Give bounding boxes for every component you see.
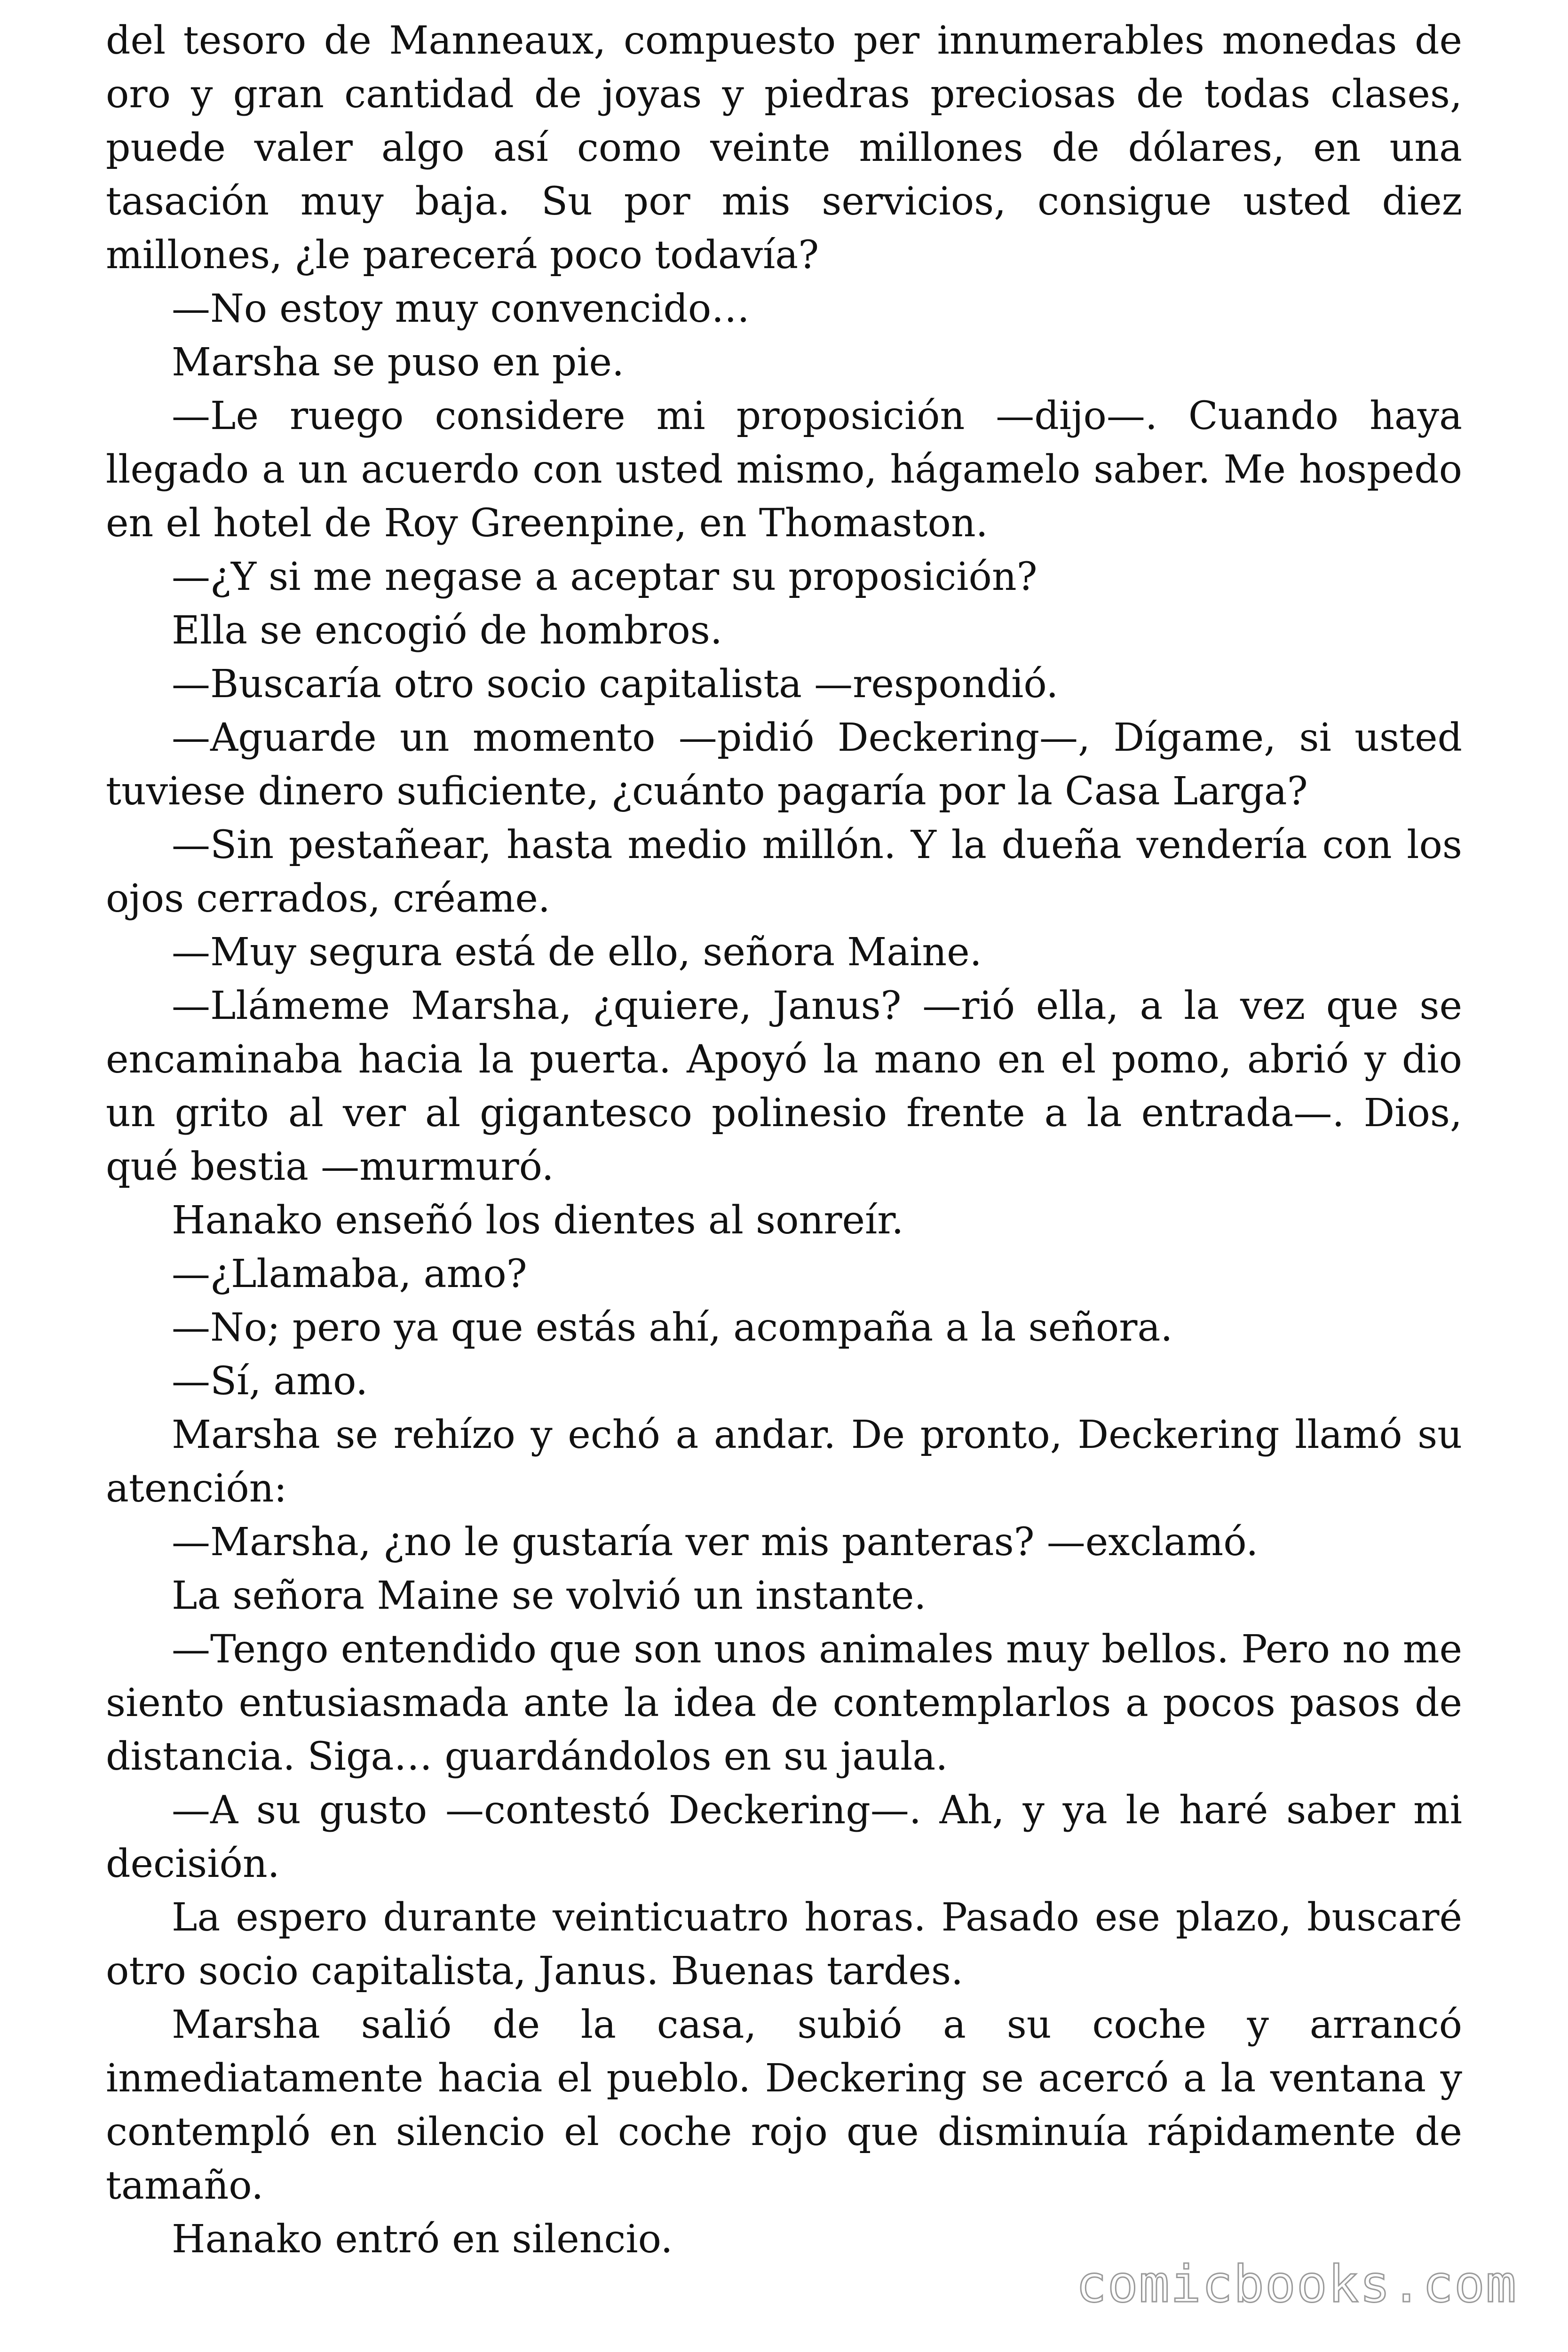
paragraph: —Tengo entendido que son unos animales muy bellos. Pero no me siento entusiasmada ante la idea de contemplarlos a pocos pasos de distancia. Siga… guardándolos en su jaula. <box>106 1627 1462 1779</box>
paragraph: Marsha se rehízo y echó a andar. De pronto, Deckering llamó su atención: <box>106 1413 1462 1511</box>
paragraph: —¿Llamaba, amo? <box>172 1252 527 1296</box>
paragraph: Hanako enseñó los dientes al sonreír. <box>172 1198 904 1243</box>
book-page <box>106 14 1462 2266</box>
paragraph: Hanako entró en silencio. <box>172 2217 673 2262</box>
paragraph: —No estoy muy convencido… <box>172 286 750 331</box>
paragraph: —Buscaría otro socio capitalista —respondió. <box>172 662 1059 707</box>
paragraph: —Marsha, ¿no le gustaría ver mis panteras? —exclamó. <box>172 1520 1259 1565</box>
paragraph: Marsha se puso en pie. <box>172 340 625 385</box>
paragraph: —Sí, amo. <box>172 1359 368 1404</box>
paragraph: —No; pero ya que estás ahí, acompaña a la señora. <box>172 1305 1173 1350</box>
watermark: comicbooks.com <box>1076 2255 1517 2314</box>
paragraph: —A su gusto —contestó Deckering—. Ah, y ya le haré saber mi decisión. <box>106 1788 1462 1886</box>
paragraph: —Muy segura está de ello, señora Maine. <box>172 930 982 975</box>
paragraph: —Aguarde un momento —pidió Deckering—, Dígame, si usted tuviese dinero suficiente, ¿cuánto pagaría por la Casa Larga? <box>106 715 1462 814</box>
paragraph-continuation: del tesoro de Manneaux, compuesto per innumerables monedas de oro y gran cantidad de joyas y piedras preciosas de todas clases, puede valer algo así como veinte millones de dólares, en una tasación muy baja. Su por mis servicios, consigue usted diez millones, ¿le parecerá poco todavía? <box>106 18 1462 278</box>
paragraph: Marsha salió de la casa, subió a su coche y arrancó inmediatamente hacia el pueblo. Deckering se acercó a la ventana y contempló en silencio el coche rojo que disminuía rápidamente de tamaño. <box>106 2002 1462 2208</box>
paragraph: —Le ruego considere mi proposición —dijo—. Cuando haya llegado a un acuerdo con usted mismo, hágamelo saber. Me hospedo en el hotel de Roy Greenpine, en Thomaston. <box>106 394 1462 546</box>
paragraph: —¿Y si me negase a aceptar su proposición? <box>172 555 1037 599</box>
paragraph: —Llámeme Marsha, ¿quiere, Janus? —rió ella, a la vez que se encaminaba hacia la puerta. Apoyó la mano en el pomo, abrió y dio un grito al ver al gigantesco polinesio frente a la entrada—. Dios, qué bestia —murmuró. <box>106 984 1462 1189</box>
paragraph: Ella se encogió de hombros. <box>172 608 722 653</box>
paragraph: La espero durante veinticuatro horas. Pasado ese plazo, buscaré otro socio capitalista, Janus. Buenas tardes. <box>106 1895 1462 1994</box>
paragraph: —Sin pestañear, hasta medio millón. Y la dueña vendería con los ojos cerrados, créame. <box>106 823 1462 921</box>
paragraph: La señora Maine se volvió un instante. <box>172 1573 927 1618</box>
